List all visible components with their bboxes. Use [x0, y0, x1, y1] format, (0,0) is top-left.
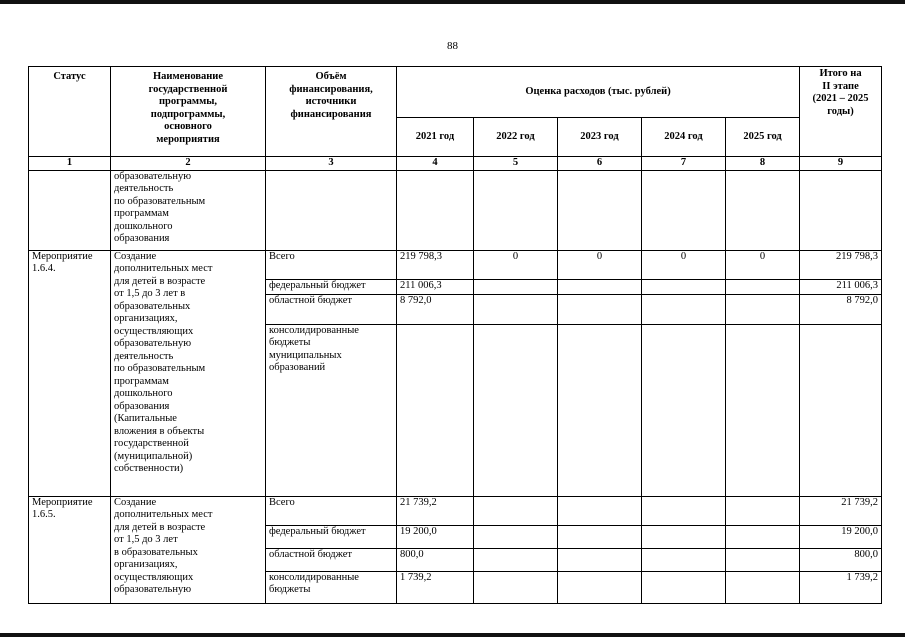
value-2025 — [726, 496, 800, 525]
table-row — [29, 250, 882, 279]
value-2024 — [642, 571, 726, 603]
measure-name: Создание дополнительных мест для детей в возрасте от 1,5 до 3 лет в образовательных организациях, осуществляющих образовательную деятельность по образовательным программам дошкольного образования (Капитальные вложения в объекты государственной (муниципальной) собственности) — [111, 250, 266, 496]
header-name: Наименование государственной программы, подпрограммы, основного мероприятия — [111, 67, 266, 157]
funding-source: федеральный бюджет — [266, 525, 397, 548]
value-2024: 0 — [642, 250, 726, 279]
column-number: 1 — [29, 157, 111, 171]
header-volume: Объём финансирования, источники финансирования — [266, 67, 397, 157]
header-year-2021: 2021 год — [397, 118, 474, 157]
value-2022 — [474, 548, 558, 571]
value-2021: 211 006,3 — [397, 279, 474, 294]
header-row-1 — [29, 67, 882, 118]
value-2024 — [642, 294, 726, 324]
column-number: 2 — [111, 157, 266, 171]
value-2024 — [642, 324, 726, 496]
column-number: 6 — [558, 157, 642, 171]
value-2025 — [726, 279, 800, 294]
funding-source: консолидированные бюджеты муниципальных образований — [266, 324, 397, 496]
value-2025 — [726, 525, 800, 548]
header-estimate: Оценка расходов (тыс. рублей) — [397, 67, 800, 118]
continuation-status — [29, 170, 111, 250]
scan-bottom-edge — [0, 633, 905, 637]
funding-source: Всего — [266, 250, 397, 279]
header-year-2023: 2023 год — [558, 118, 642, 157]
value-2024 — [642, 496, 726, 525]
value-2022 — [474, 324, 558, 496]
value-2023 — [558, 294, 642, 324]
value-2023 — [558, 548, 642, 571]
value-2023 — [558, 496, 642, 525]
value-2022: 0 — [474, 250, 558, 279]
expenses-table — [28, 66, 882, 604]
funding-source: консолидированные бюджеты — [266, 571, 397, 603]
header-year-2022: 2022 год — [474, 118, 558, 157]
value-2021 — [397, 324, 474, 496]
value-2021: 1 739,2 — [397, 571, 474, 603]
value-total: 211 006,3 — [800, 279, 882, 294]
column-numbers-row — [29, 157, 882, 171]
value-total: 800,0 — [800, 548, 882, 571]
measure-name: Создание дополнительных мест для детей в возрасте от 1,5 до 3 лет в образовательных организациях, осуществляющих образовательную — [111, 496, 266, 603]
value-2024 — [642, 548, 726, 571]
measure-status: Мероприятие 1.6.4. — [29, 250, 111, 496]
value-total: 219 798,3 — [800, 250, 882, 279]
page-number: 88 — [447, 40, 458, 52]
value-2021: 8 792,0 — [397, 294, 474, 324]
funding-source: областной бюджет — [266, 548, 397, 571]
value-2021: 800,0 — [397, 548, 474, 571]
value-2023 — [558, 571, 642, 603]
value-2021: 21 739,2 — [397, 496, 474, 525]
value-2022 — [474, 525, 558, 548]
column-number: 4 — [397, 157, 474, 171]
column-number: 3 — [266, 157, 397, 171]
value-2023 — [558, 525, 642, 548]
value-2024 — [642, 279, 726, 294]
column-number: 7 — [642, 157, 726, 171]
value-total: 19 200,0 — [800, 525, 882, 548]
measure-status: Мероприятие 1.6.5. — [29, 496, 111, 603]
header-year-2025: 2025 год — [726, 118, 800, 157]
value-total: 21 739,2 — [800, 496, 882, 525]
value-2023 — [558, 324, 642, 496]
funding-source: областной бюджет — [266, 294, 397, 324]
header-year-2024: 2024 год — [642, 118, 726, 157]
table-row — [29, 496, 882, 525]
continuation-row — [29, 170, 882, 250]
value-2025 — [726, 548, 800, 571]
value-2025 — [726, 324, 800, 496]
column-number: 8 — [726, 157, 800, 171]
value-2023: 0 — [558, 250, 642, 279]
column-number: 9 — [800, 157, 882, 171]
funding-source: федеральный бюджет — [266, 279, 397, 294]
value-total: 1 739,2 — [800, 571, 882, 603]
value-2021: 19 200,0 — [397, 525, 474, 548]
value-2025: 0 — [726, 250, 800, 279]
value-2024 — [642, 525, 726, 548]
value-total: 8 792,0 — [800, 294, 882, 324]
value-2025 — [726, 294, 800, 324]
header-status: Статус — [29, 67, 111, 157]
value-2025 — [726, 571, 800, 603]
value-2022 — [474, 294, 558, 324]
value-2022 — [474, 571, 558, 603]
header-total: Итого на II этапе (2021 – 2025 годы) — [800, 67, 882, 157]
column-number: 5 — [474, 157, 558, 171]
scan-top-edge — [0, 0, 905, 4]
funding-source: Всего — [266, 496, 397, 525]
value-2022 — [474, 279, 558, 294]
value-2022 — [474, 496, 558, 525]
value-2021: 219 798,3 — [397, 250, 474, 279]
value-total — [800, 324, 882, 496]
continuation-name: образовательную деятельность по образовательным программам дошкольного образования — [111, 170, 266, 250]
value-2023 — [558, 279, 642, 294]
